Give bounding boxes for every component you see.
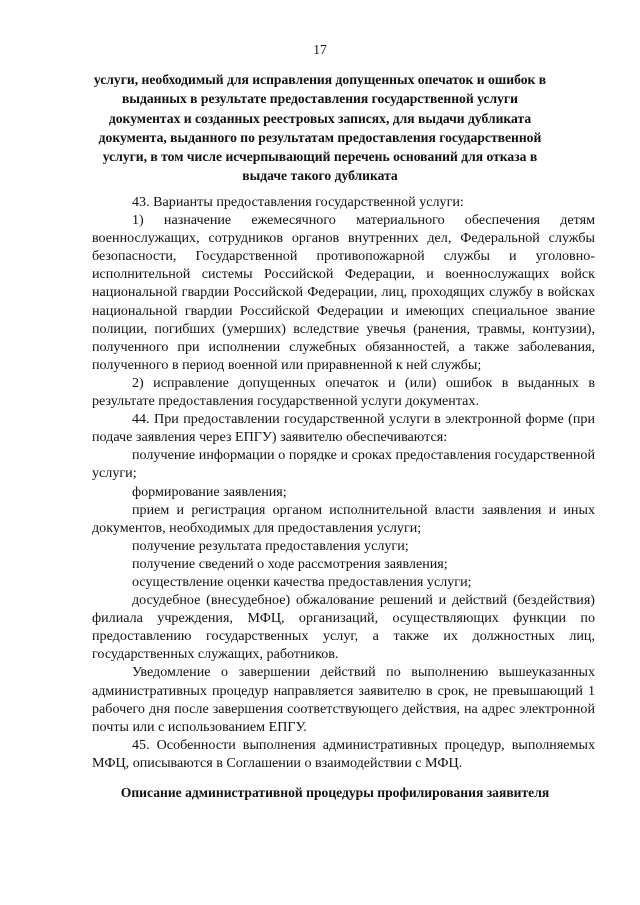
- paragraph: 44. При предоставлении государственной услуги в электронной форме (при подаче заявления через ЕПГУ) заявителю обеспечиваются:: [92, 411, 595, 446]
- body-text: [92, 193, 595, 772]
- paragraph: 1) назначение ежемесячного материального обеспечения детям военнослужащих, сотрудников органов внутренних дел, Федеральной службы безопасности, Государственной противопожарной службы и уголовно-исполнительной системы Российской Федерации, и военнослужащих войск национальной гвардии Российской Федерации, лиц, проходящих службу в войсках национальной гвардии Российской Федерации и имеющих специальное звание полиции, погибших (умерших) вследствие увечья (ранения, травмы, контузии), полученного при исполнении служебных обязанностей, а также заболевания, полученного в период военной или приравненной к ней службы;: [92, 212, 595, 373]
- page-number: 17: [313, 42, 327, 57]
- paragraph: Уведомление о завершении действий по выполнению вышеуказанных административных процедур направляется заявителю в срок, не превышающий 1 рабочего дня после завершения соответствующего действия, на адрес электронной почты или с использованием ЕПГУ.: [92, 664, 595, 735]
- paragraph: 2) исправление допущенных опечаток и (или) ошибок в выданных в результате предоставления государственной услуги документах.: [92, 374, 595, 410]
- section-heading-top: услуги, необходимый для исправления допущенных опечаток и ошибок в выданных в результате предоставления государственной услуги документах и созданных реестровых записях, для выдачи дубликата документа, выданного по результатам предоставления государственной услуги, в том числе исчерпывающий перечень оснований для отказа в выдаче такого дубликата: [93, 72, 547, 184]
- paragraph: формирование заявления;: [132, 483, 287, 500]
- section-heading-bottom: Описание административной процедуры профилирования заявителя: [120, 785, 550, 800]
- paragraph: получение сведений о ходе рассмотрения заявления;: [132, 555, 448, 572]
- paragraph: 43. Варианты предоставления государственной услуги:: [132, 194, 464, 210]
- paragraph: получение результата предоставления услуги;: [132, 537, 409, 554]
- paragraph: осуществление оценки качества предоставления услуги;: [132, 573, 472, 590]
- paragraph: прием и регистрация органом исполнительной власти заявления и иных документов, необходимых для предоставления услуги;: [92, 501, 595, 536]
- paragraph: досудебное (внесудебное) обжалование решений и действий (бездействия) филиала учреждения, МФЦ, организаций, осуществляющих функции по предоставлению государственных услуг, а также их должностных лиц, государственных служащих, работников.: [92, 592, 595, 663]
- paragraph: получение информации о порядке и сроках предоставления государственной услуги;: [92, 447, 595, 482]
- paragraph: 45. Особенности выполнения административных процедур, выполняемых МФЦ, описываются в Соглашении о взаимодействии с МФЦ.: [92, 736, 595, 771]
